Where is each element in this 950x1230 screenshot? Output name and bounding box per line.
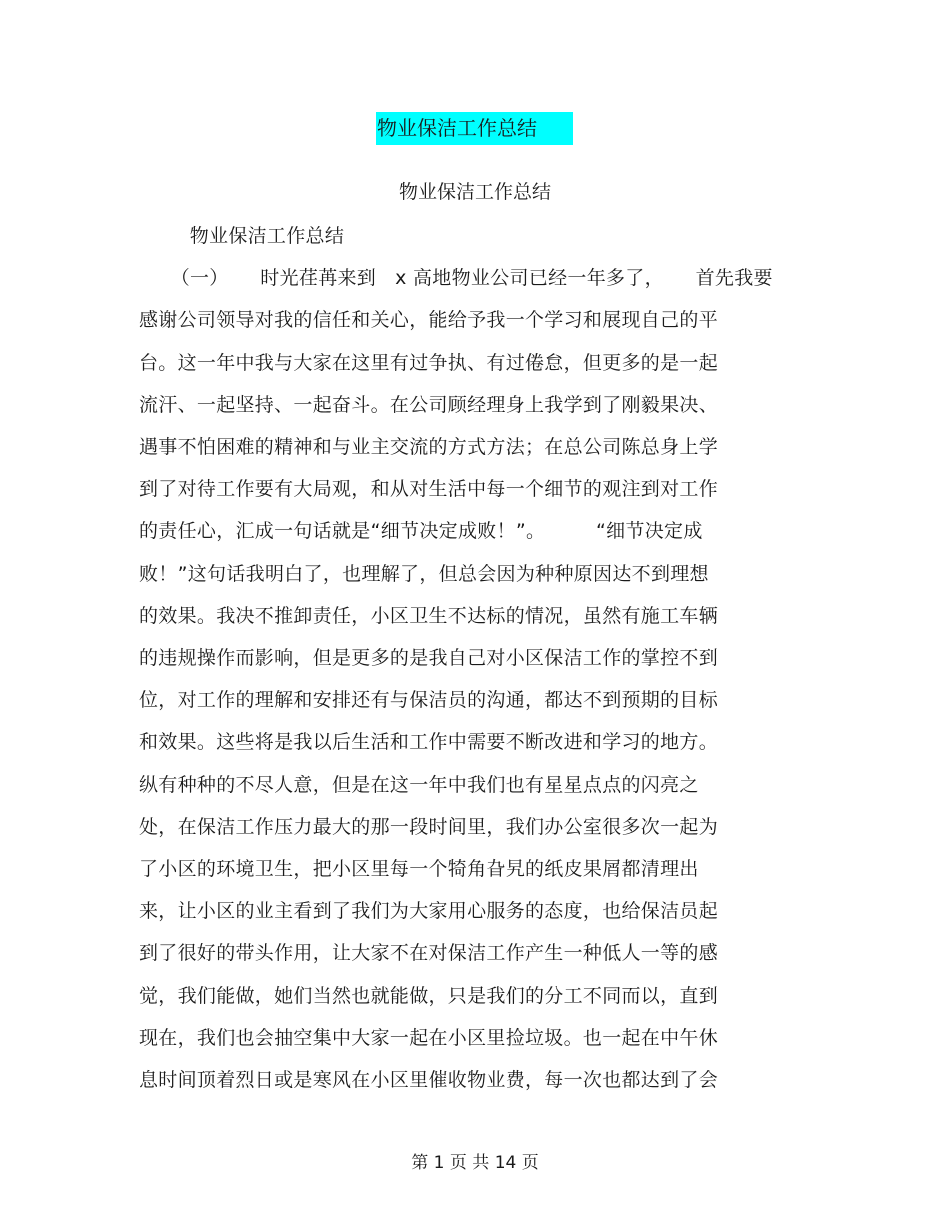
document-subtitle: 物业保洁工作总结 [398, 181, 551, 203]
body-line: 感谢公司领导对我的信任和关心，能给予我一个学习和展现自己的平 [139, 309, 719, 332]
body-line: （一） 时光荏苒来到 x 高地物业公司已经一年多了， 首先我要 [139, 267, 773, 290]
body-line: 来，让小区的业主看到了我们为大家用心服务的态度，也给保洁员起 [139, 900, 719, 923]
body-line: 败！”这句话我明白了，也理解了，但总会因为种种原因达不到理想 [139, 562, 709, 585]
body-line: 和效果。这些将是我以后生活和工作中需要不断改进和学习的地方。 [139, 731, 719, 754]
body-line: 的违规操作而影响，但是更多的是我自己对小区保洁工作的掌控不到 [139, 647, 719, 669]
body-line: 的责任心，汇成一句话就是“细节决定成败！”。 “细节决定成 [139, 520, 703, 543]
body-line: 息时间顶着烈日或是寒风在小区里催收物业费，每一次也都达到了会 [139, 1069, 719, 1091]
body-line: 纵有种种的不尽人意，但是在这一年中我们也有星星点点的闪亮之 [139, 773, 699, 796]
body-line: 现在，我们也会抽空集中大家一起在小区里捡垃圾。也一起在中午休 [139, 1026, 719, 1049]
body-line: 流汗、一起坚持、一起奋斗。在公司顾经理身上我学到了刚毅果决、 [139, 393, 719, 416]
body-line: 遇事不怕困难的精神和与业主交流的方式方法；在总公司陈总身上学 [139, 436, 719, 458]
body-line: 觉，我们能做，她们当然也就能做，只是我们的分工不同而以，直到 [139, 984, 719, 1007]
body-line: 台。这一年中我与大家在这里有过争执、有过倦怠，但更多的是一起 [139, 351, 719, 374]
body-line: 处，在保洁工作压力最大的那一段时间里，我们办公室很多次一起为 [139, 815, 719, 838]
page-footer: 第 1 页 共 14 页 [411, 1153, 539, 1173]
body-line: 到了很好的带头作用，让大家不在对保洁工作产生一种低人一等的感 [139, 942, 719, 965]
body-line: 位，对工作的理解和安排还有与保洁员的沟通，都达不到预期的目标 [139, 689, 719, 712]
document-title: 物业保洁工作总结 [376, 112, 573, 145]
body-line: 的效果。我决不推卸责任，小区卫生不达标的情况，虽然有施工车辆 [139, 604, 719, 627]
body-line: 物业保洁工作总结 [139, 225, 345, 247]
body-line: 到了对待工作要有大局观，和从对生活中每一个细节的观注到对工作 [139, 478, 719, 501]
body-line: 了小区的环境卫生，把小区里每一个犄角旮旯的纸皮果屑都清理出 [139, 858, 699, 880]
